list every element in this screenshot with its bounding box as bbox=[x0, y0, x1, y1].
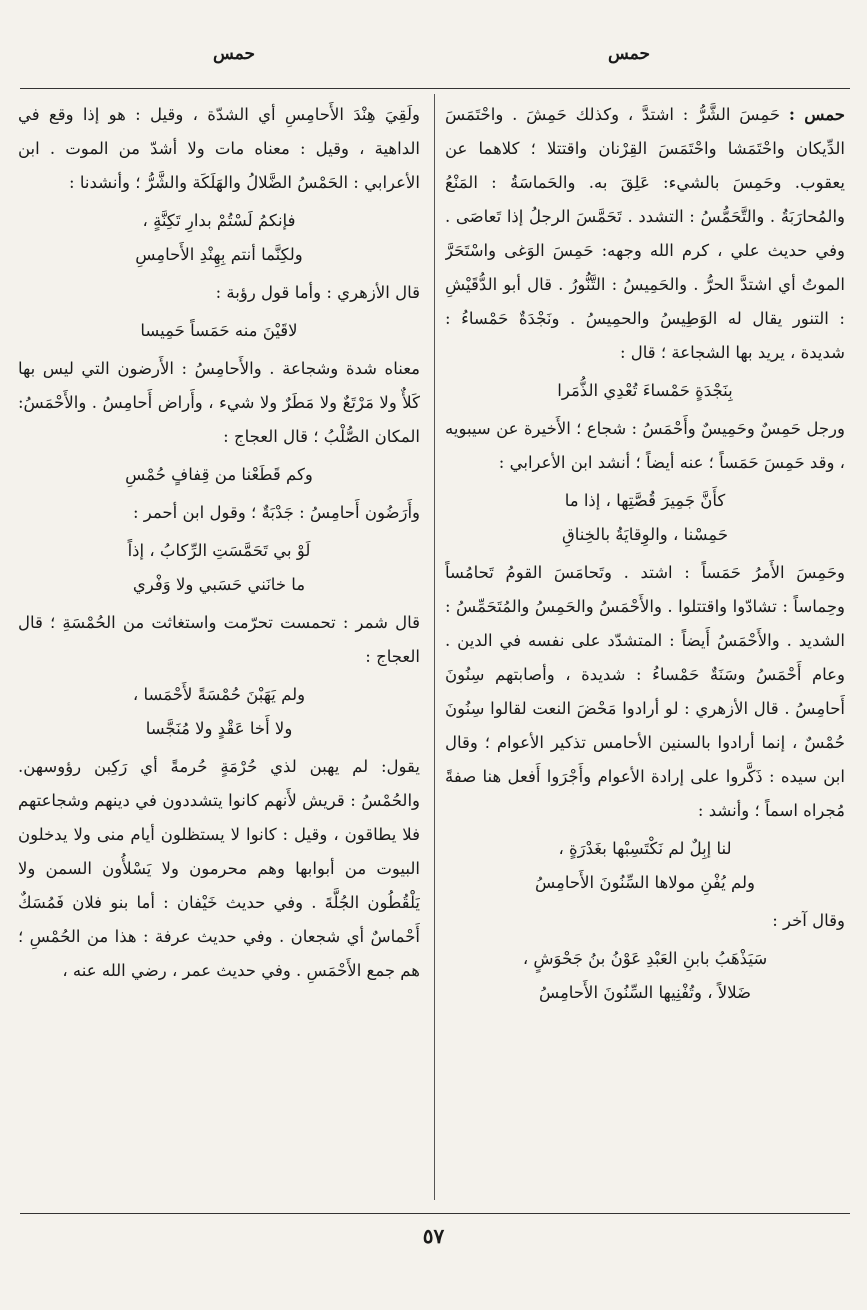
verse-line: لاقَيْنَ منه حَمَساً حَمِيسا bbox=[140, 321, 298, 340]
verse-line: ولم يَهَبْنَ حُمْسَةً لأَحْمَسا ، bbox=[132, 685, 306, 704]
header-rule bbox=[20, 88, 850, 89]
verse-line: وكم قَطَعْنا من قِفافٍ حُمْسِ bbox=[125, 465, 313, 484]
verse-line: لَوْ بي تَحَمَّسَتِ الرِّكابُ ، إذاً bbox=[127, 541, 311, 560]
entry-text: حَمِسَ الشَّرُّ : اشتدَّ ، وكذلك حَمِشَ . واحْتَمَسَ الدِّيكان واحْتَمَشا واحْتَمَسَ القِرْنان واقتتلا ؛ كلاهما عن يعقوب. وحَمِسَ بالشيء: عَلِقَ به. والحَماسَةُ : المَنْعُ والمُحارَبَةُ . والتَّحَمُّسُ : التشدد . تَحَمَّسَ الرجلُ إذا تَعاصَى . وفي حديث علي ، كرم الله وجهه: حَمِسَ الوَغى واسْتَحَرَّ الموتُ أي اشتدَّ الحرُّ . والحَمِيسُ : التَّنُّورُ . قال أبو الدُّقَيْشِ : التنور يقال له الوَطِيسُ والحمِيسُ . ونَجْدَةٌ حَمْساءُ : شديدة ، يريد بها الشجاعة ؛ قال : bbox=[445, 105, 845, 362]
verse bbox=[18, 314, 420, 348]
verse bbox=[18, 204, 420, 272]
verse-line: كأَنَّ جَمِيرَ قُصَّتِها ، إذا ما bbox=[564, 491, 726, 510]
right-column bbox=[445, 98, 845, 1203]
verse-line: بِنَجْدَةٍ حَمْساءَ تُعْدِي الذُّمَرا bbox=[557, 381, 733, 400]
verse bbox=[18, 534, 420, 602]
running-head-left: حمس bbox=[213, 44, 256, 64]
entry-paragraph: معناه شدة وشجاعة . والأَحامِسُ : الأَرضون التي ليس بها كَلأٌ ولا مَرْتَعٌ ولا مَطَرٌ ولا شيء ، وأَراض أَحامِسُ . والأَحْمَسُ: المكان الصُّلْبُ ؛ قال العجاج : bbox=[18, 359, 420, 446]
verse bbox=[445, 832, 845, 900]
entry-paragraph bbox=[445, 98, 845, 370]
footer-rule bbox=[20, 1213, 850, 1214]
verse bbox=[18, 458, 420, 492]
verse-line: ولم يُفْنِ مولاها السِّنُونَ الأَحامِسُ bbox=[534, 873, 755, 892]
entry-paragraph: ولَقِيَ هِنْدَ الأَحامِسِ أي الشدّة ، وقيل : هو إذا وقع في الداهية ، وقيل : معناه مات ولا أشدّ من الموت . ابن الأعرابي : الحَمْسُ الضَّلالُ والهَلَكَة والشَّرُّ ؛ وأنشدنا : bbox=[18, 105, 420, 192]
entry-paragraph: يقول: لم يهبن لذي حُرْمَةٍ حُرمةً أي رَكِبن رؤوسهن. والحُمْسُ : قريش لأَنهم كانوا يتشددون في دينهم وشجاعتهم فلا يطاقون ، وقيل : كانوا لا يستظلون أيام منى ولا يدخلون البيوت من أبوابها وهم محرمون ولا يَسْلأُون السمن ولا يَلْقُطُون الجُلَّةَ . وفي حديث خَيْفان : أما بنو فلان فَمُسَكٌ أَحْماسٌ أي شجعان . وفي حديث عرفة : هذا من الحُمْسِ ؛ هم جمع الأَحْمَسِ . وفي حديث عمر ، رضي الله عنه ، bbox=[18, 757, 420, 980]
entry-paragraph: وحَمِسَ الأَمرُ حَمَساً : اشتد . وتَحامَسَ القومُ تَحامُساً وحِماساً : تشادّوا واقتتلوا . والأَحْمَسُ والحَمِسُ والمُتَحَمِّسُ : الشديد . والأَحْمَسُ أَيضاً : المتشدّد على نفسه في الدين . وعام أَحْمَسُ وسَنَةٌ حَمْساءُ : شديدة ، وأصابتهم سِنُونَ أَحامِسُ . قال الأزهري : لو أرادوا مَحْضَ النعت لقالوا سِنُونَ حُمْسٌ ، إنما أرادوا بالسنين الأحامس تذكير الأعوام ؛ وقال ابن سيده : ذَكَّروا على إرادة الأعوام وأَجْرَوا أَفعل هنا صفةً مُجراه اسماً ؛ وأنشد : bbox=[445, 563, 845, 820]
verse-line: ما خانَني حَسَبي ولا وَفْري bbox=[132, 575, 306, 594]
entry-paragraph: وأَرَضُون أَحامِسُ : جَدْبَةٌ ؛ وقول ابن أحمر : bbox=[132, 503, 420, 522]
verse-line: سَيَذْهَبُ بابنِ العَبْدِ عَوْنُ بنُ جَحْوَشٍ ، bbox=[522, 949, 768, 968]
column-divider bbox=[434, 94, 435, 1200]
verse-line: ولكِنَّما أنتم بِهِنْدِ الأَحامِسِ bbox=[135, 245, 303, 264]
page-number: ٥٧ bbox=[422, 1224, 445, 1248]
verse-line: حَمِسْنا ، والوِقايَةُ بالخِناقِ bbox=[561, 525, 729, 544]
verse bbox=[445, 484, 845, 552]
verse-line: فإنكمُ لَسْتُمْ بدارِ تَكِنَّةٍ ، bbox=[142, 211, 296, 230]
entry-headword: حمس : bbox=[788, 105, 845, 124]
verse bbox=[445, 374, 845, 408]
entry-paragraph: قال الأزهري : وأما قول رؤبة : bbox=[215, 283, 420, 302]
running-head-right: حمس bbox=[608, 44, 651, 64]
verse-line: لنا إبِلٌ لم نَكْتَسِبْها بغَدْرَةٍ ، bbox=[558, 839, 732, 858]
verse bbox=[445, 942, 845, 1010]
verse-line: ولا أَخا عَقْدٍ ولا مُنَجَّسا bbox=[145, 719, 293, 738]
left-column bbox=[18, 98, 420, 1203]
verse bbox=[18, 678, 420, 746]
entry-paragraph: قال شمر : تحمست تحرّمت واستغاثت من الحُمْسَةِ ؛ قال العجاج : bbox=[18, 613, 420, 666]
verse-line: ضَلالاً ، وتُفْنِيها السِّنُونَ الأَحامِسُ bbox=[538, 983, 752, 1002]
entry-paragraph: ورجل حَمِسٌ وحَمِيسٌ وأَحْمَسُ : شجاع ؛ الأَخيرة عن سيبويه ، وقد حَمِسَ حَمَساً ؛ عنه أيضاً ؛ أنشد ابن الأعرابي : bbox=[445, 419, 845, 472]
entry-paragraph: وقال آخر : bbox=[772, 911, 845, 930]
